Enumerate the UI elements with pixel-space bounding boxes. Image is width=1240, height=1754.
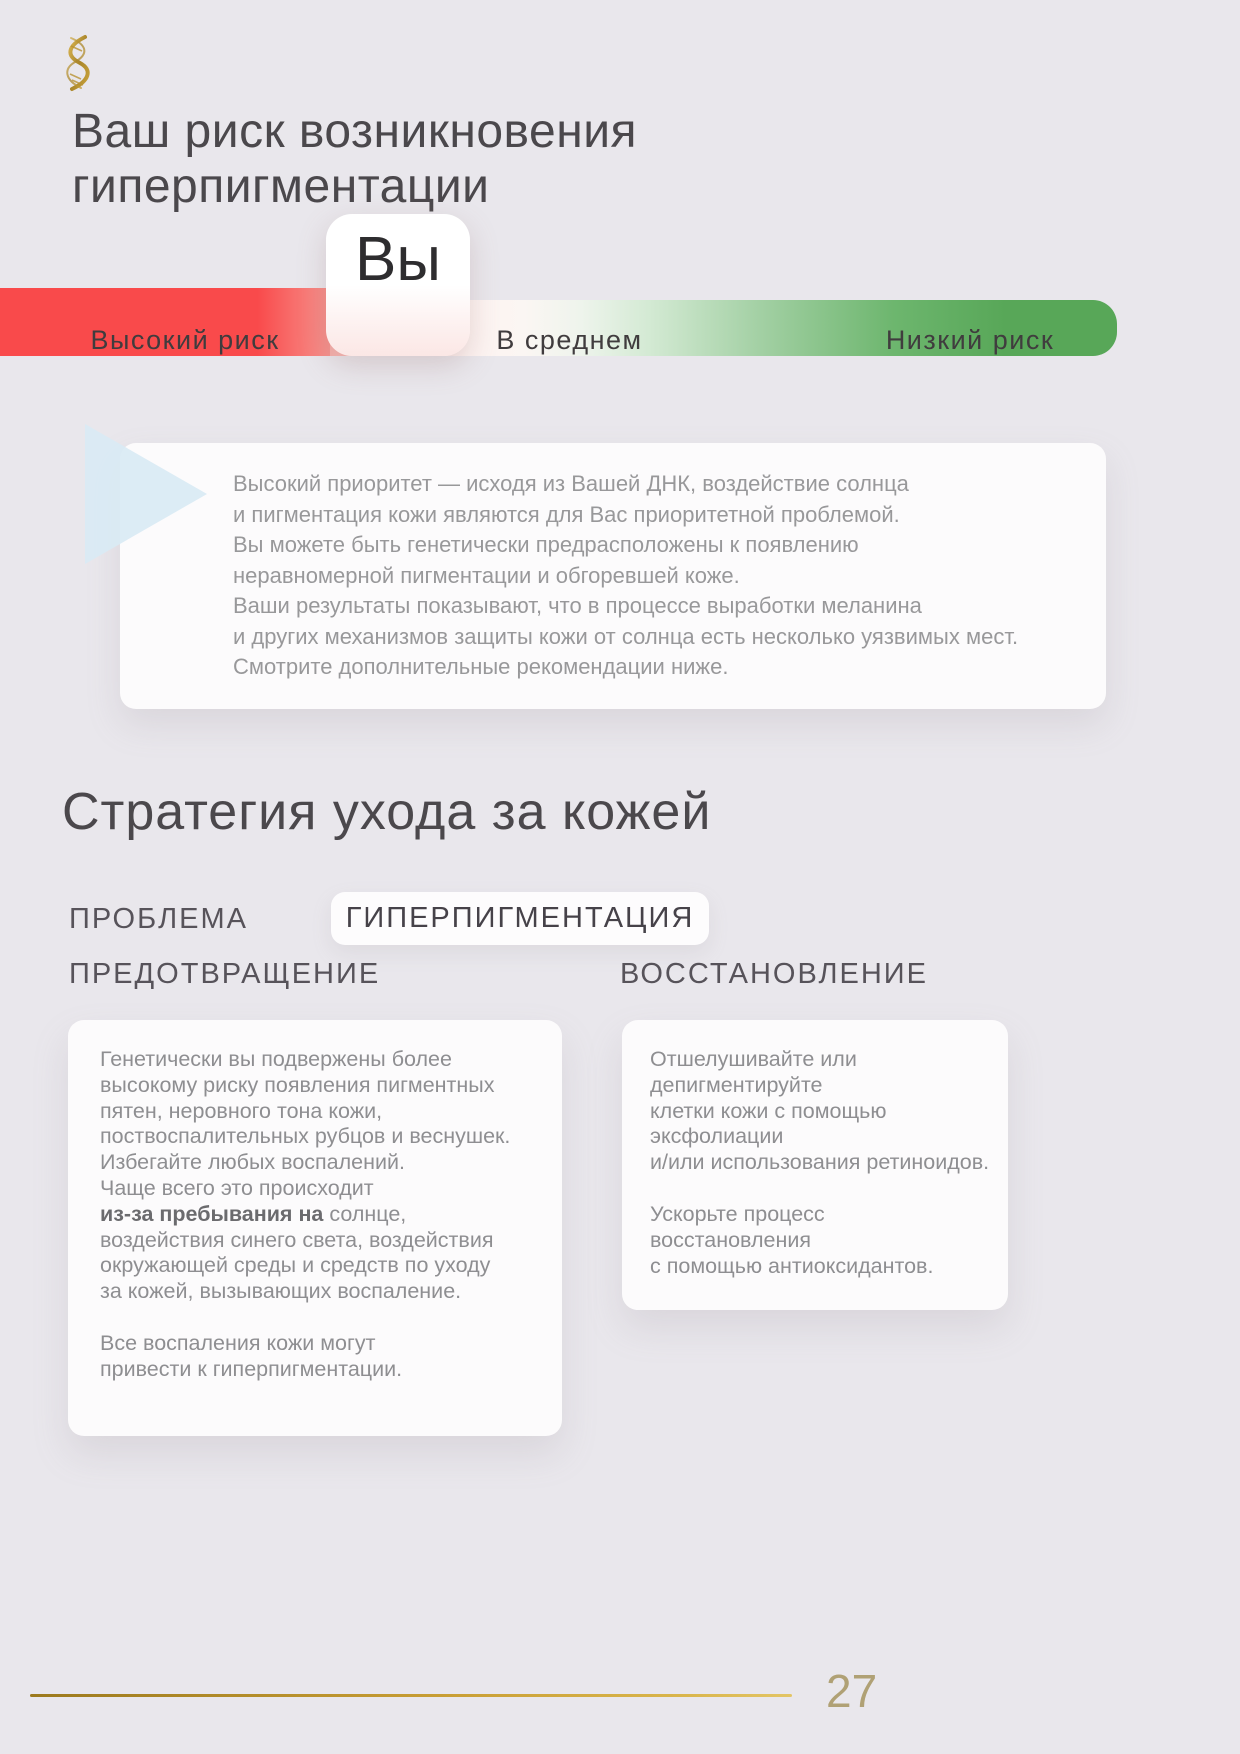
problem-label: ПРОБЛЕМА [69, 903, 249, 935]
prevention-text-line-rest: солнце, [323, 1201, 407, 1226]
problem-value-pill: ГИПЕРПИГМЕНТАЦИЯ [331, 892, 709, 945]
recovery-paragraph-1 [650, 1047, 990, 1176]
prevention-text-line [100, 1202, 534, 1228]
prevention-text-line: высокому риску появления пигментных [100, 1072, 495, 1097]
page-title [72, 104, 637, 214]
dna-logo-icon [58, 34, 96, 92]
strategy-section-title: Стратегия ухода за кожей [62, 783, 712, 841]
recovery-text-line: с помощью антиоксидантов. [650, 1253, 934, 1278]
prevention-text-line: за кожей, вызывающих воспаление. [100, 1279, 462, 1304]
callout-triangle-icon [85, 424, 207, 564]
recovery-text-line: Отшелушивайте или депигментируйте [650, 1047, 857, 1097]
prevention-text-line: Все воспаления кожи могут [100, 1330, 376, 1355]
prevention-text-line: поствоспалительных рубцов и веснушек. [100, 1124, 511, 1149]
prevention-paragraph-2 [100, 1331, 534, 1383]
footer-divider [30, 1694, 792, 1697]
gauge-marker-label: Вы [355, 225, 441, 294]
page-number: 27 [826, 1665, 878, 1717]
prevention-text-line: воздействия синего света, воздействия [100, 1227, 494, 1252]
recovery-text-line: Ускорьте процесс восстановления [650, 1201, 825, 1252]
priority-text-line: неравномерной пигментации и обгоревшей коже. [233, 562, 740, 588]
prevention-text-line: привести к гиперпигментации. [100, 1356, 403, 1381]
priority-text-line: Вы можете быть генетически предрасположены к появлению [233, 532, 859, 557]
prevention-text-line: Избегайте любых воспалений. [100, 1150, 405, 1175]
page-title-line2: гиперпигментации [72, 160, 490, 213]
recovery-column-header: ВОССТАНОВЛЕНИЕ [620, 958, 928, 990]
gauge-label-low-risk: Низкий риск [885, 325, 1055, 355]
emphasized-text: из-за пребывания на [100, 1201, 324, 1226]
gauge-label-high-risk: Высокий риск [90, 325, 280, 355]
prevention-text-line: окружающей среды и средств по уходу [100, 1253, 491, 1278]
page-title-line1: Ваш риск возникновения [72, 105, 638, 158]
gauge-label-average: В среднем [496, 325, 643, 355]
priority-text-line: Смотрите дополнительные рекомендации ниже. [233, 654, 729, 679]
priority-text-line: Ваши результаты показывают, что в процессе выработки меланина [233, 593, 922, 618]
recovery-paragraph-2 [650, 1202, 990, 1279]
prevention-column-header: ПРЕДОТВРАЩЕНИЕ [69, 958, 381, 990]
prevention-text-line: Генетически вы подвержены более [100, 1047, 452, 1071]
recovery-card [622, 1020, 1008, 1310]
prevention-text-line: Чаще всего это происходит [100, 1175, 374, 1200]
prevention-paragraph-1 [100, 1047, 534, 1305]
priority-text-line: и пигментация кожи являются для Вас приоритетной проблемой. [233, 501, 900, 527]
prevention-card [68, 1020, 562, 1436]
recovery-text-line: клетки кожи с помощью эксфолиации [650, 1098, 887, 1149]
prevention-text-line: пятен, неровного тона кожи, [100, 1098, 383, 1123]
priority-text-line: и других механизмов защиты кожи от солнца есть несколько уязвимых мест. [233, 623, 1019, 649]
priority-text-line: Высокий приоритет — исходя из Вашей ДНК, воздействие солнца [233, 471, 909, 496]
recovery-text-line: и/или использования ретиноидов. [650, 1150, 990, 1175]
gauge-user-marker [326, 214, 470, 356]
priority-card [120, 443, 1106, 709]
